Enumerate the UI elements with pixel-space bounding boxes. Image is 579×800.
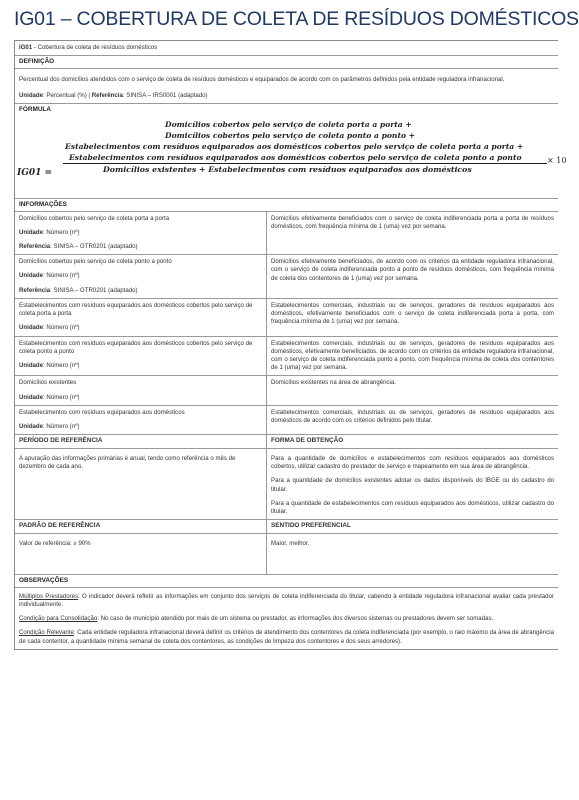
- period-method-section: [15, 435, 558, 520]
- definition-section: [15, 56, 558, 104]
- unit-value: : Número (nº): [43, 324, 80, 332]
- observations-section: [15, 575, 558, 649]
- info-unit: [19, 272, 262, 280]
- unit-label: Unidade: [19, 272, 44, 280]
- period-text: A apuração das informações primárias é anual, tendo como referência o mês de dezembro de cada ano.: [19, 454, 236, 471]
- formula-numerator-2: Domicílios cobertos pelo serviço de coleta ponto a ponto +: [165, 130, 416, 140]
- info-description: Domicílios efetivamente beneficiados, de acordo com os critérios da entidade reguladora infranacional, com o serviço de coleta indiferenciada ponto a ponto de resíduos domésticos, com frequência mínima de coleta dos contentores de 1 (uma) vez por semana.: [271, 258, 554, 282]
- unit-value: : Número (nº): [43, 228, 80, 236]
- period-header: PERÍODO DE REFERÊNCIA: [15, 435, 267, 448]
- indicator-name: - Cobertura de coleta de resíduos domésticos: [32, 44, 158, 51]
- definition-text: Percentual dos domicílios atendidos com o serviço de coleta de resíduos domésticos e equiparados de acordo com os parâmetros definidos pela entidade reguladora infranacional.: [19, 75, 505, 83]
- unit-label: Unidade: [19, 228, 44, 236]
- reference-value: : SINISA – GTR0201 (adaptado): [50, 243, 138, 251]
- observation-text: : No caso de município atendido por mais de um sistema ou prestador, as informações dos diversos sistemas ou prestadores devem ser somadas.: [97, 615, 494, 623]
- formula-header: FÓRMULA: [15, 104, 558, 116]
- formula-multiplier: × 10: [547, 155, 567, 165]
- standard-direction-section: [15, 520, 558, 575]
- info-reference: [19, 287, 262, 295]
- info-description: Domicílios existentes na área de abrangência.: [271, 379, 396, 387]
- info-row: [15, 337, 558, 377]
- info-row: [15, 299, 558, 337]
- indicator-sheet: [14, 40, 567, 650]
- formula-lhs: IG01 =: [17, 167, 53, 178]
- method-paragraph-2: Para a quantidade de domicílios existentes adotar os dados disponíveis do IBGE ou do cadastro do titular.: [271, 477, 554, 493]
- info-description: Estabelecimentos comerciais, industriais ou de serviços, geradores de resíduos equiparados aos domésticos, efetivamente beneficiados, de acordo com os critérios da entidade reguladora infranacional, com o serviço de coleta indiferenciada ponto a ponto, com frequência mínima de coleta dos contentores de 1 (uma) vez por semana.: [271, 339, 554, 372]
- info-row: [15, 212, 558, 256]
- info-reference: [19, 243, 262, 251]
- info-description: Domicílios efetivamente beneficiados com o serviço de coleta indiferenciada porta a porta de resíduos domésticos, com frequência mínima de 1 (uma) vez por semana.: [271, 214, 554, 230]
- standard-value: Valor de referência: ≥ 90%: [19, 539, 91, 547]
- info-unit: [19, 324, 262, 332]
- reference-label: Referência: [91, 92, 123, 100]
- formula-numerator-3: Estabelecimentos com resíduos equiparados aos domésticos cobertos pelo serviço de coleta porta a porta +: [65, 141, 524, 151]
- info-name: Estabelecimentos com resíduos equiparados aos domésticos: [19, 408, 185, 416]
- reference-value: : SINISA – IRS0001 (adaptado): [122, 92, 208, 100]
- formula-numerator-4: Estabelecimentos com resíduos equiparados aos domésticos cobertos pelo serviço de coleta ponto a ponto: [69, 152, 522, 162]
- formula-numerator-1: Domicílios cobertos pelo serviço de coleta porta a porta +: [165, 119, 412, 129]
- unit-label: Unidade: [19, 92, 44, 100]
- info-unit: [19, 362, 262, 370]
- method-header: FORMA DE OBTENÇÃO: [271, 437, 344, 445]
- reference-label: Referência: [19, 286, 51, 294]
- observation-text: : O indicador deverá refletir as informações em conjunto dos serviços de coleta indiferenciada do titular, cabendo à entidade reguladora infranacional avaliar cada prestador individualmente.: [19, 592, 554, 608]
- observation-label: Múltiplos Prestadores: [19, 592, 79, 600]
- reference-label: Referência: [19, 243, 51, 251]
- unit-value: : Número (nº): [43, 361, 80, 369]
- definition-unit-line: [19, 92, 554, 100]
- observation-text: : Cada entidade reguladora infranacional deverá definir os critérios de atendimento dos contentores da coleta indiferenciada (por exemplo, o raio máximo da área de abrangência de cada contentor, a quantidade mínima semanal de coleta dos contentores, as condições de limpeza dos contentores e dos seus arredores).: [19, 629, 554, 645]
- info-row: [15, 376, 558, 405]
- observation-item: [19, 593, 554, 609]
- information-section: [15, 199, 558, 435]
- fraction-line: [63, 163, 547, 164]
- info-description: Estabelecimentos comerciais, industriais ou de serviços, geradores de resíduos equiparados aos domésticos, efetivamente beneficiados com o serviço de coleta indiferenciada porta a porta, com frequência mínima de 1 (uma) vez por semana.: [271, 301, 554, 326]
- observation-label: Condição Relevante: [19, 629, 74, 637]
- info-name: Domicílios cobertos pelo serviço de coleta ponto a ponto: [19, 258, 172, 266]
- observation-label: Condição para Consolidação: [19, 615, 98, 623]
- formula: [15, 116, 567, 198]
- indicator-id-row: [15, 41, 558, 56]
- info-name: Estabelecimentos com resíduos equiparados aos domésticos cobertos pelo serviço de coleta porta a porta: [19, 301, 253, 318]
- info-name: Estabelecimentos com resíduos equiparados aos domésticos cobertos pelo serviço de coleta ponto a ponto: [19, 339, 253, 355]
- unit-label: Unidade: [19, 393, 44, 401]
- method-paragraph-1: Para a quantidade de domicílios e estabelecimentos com resíduos equiparados aos domésticos cobertos, utilizar cadastro do prestador de serviço e mapeamento em sua área de abrangência.: [271, 454, 554, 471]
- unit-value: : Número (nº): [43, 423, 80, 431]
- unit-label: Unidade: [19, 423, 44, 431]
- observation-item: [19, 629, 554, 645]
- definition-header: DEFINIÇÃO: [15, 56, 558, 69]
- unit-value: : Percentual (%) |: [43, 92, 92, 100]
- direction-value: Maior, melhor.: [271, 539, 310, 547]
- indicator-code: IG01: [19, 44, 33, 51]
- direction-header: SENTIDO PREFERENCIAL: [271, 522, 351, 530]
- page-title: IG01 – COBERTURA DE COLETA DE RESÍDUOS DOMÉSTICOS: [14, 8, 579, 30]
- info-name: Domicílios cobertos pelo serviço de coleta porta a porta: [19, 214, 170, 222]
- info-row: [15, 255, 558, 299]
- info-name: Domicílios existentes: [19, 379, 77, 387]
- method-paragraph-3: Para a quantidade de estabelecimentos com resíduos equiparados aos domésticos, utilizar cadastro do titular.: [271, 499, 554, 516]
- information-header: INFORMAÇÕES: [15, 199, 558, 212]
- info-row: [15, 406, 558, 434]
- unit-value: : Número (nº): [43, 272, 80, 280]
- observations-header: OBSERVAÇÕES: [15, 575, 558, 588]
- unit-label: Unidade: [19, 324, 44, 332]
- formula-denominator: Domicílios existentes + Estabelecimentos com resíduos equiparados aos domésticos: [103, 164, 472, 174]
- unit-value: : Número (nº): [43, 393, 80, 401]
- info-unit: [19, 423, 262, 431]
- unit-label: Unidade: [19, 361, 44, 369]
- formula-section: [15, 104, 567, 199]
- reference-value: : SINISA – GTR0201 (adaptado): [50, 286, 138, 294]
- info-unit: [19, 229, 262, 237]
- standard-header: PADRÃO DE REFERÊNCIA: [15, 520, 267, 533]
- info-unit: [19, 394, 262, 402]
- observation-item: [19, 615, 554, 623]
- info-description: Estabelecimentos comerciais, industriais ou de serviços, geradores de resíduos equiparados aos domésticos de acordo com os critérios definidos pelo titular.: [271, 408, 554, 425]
